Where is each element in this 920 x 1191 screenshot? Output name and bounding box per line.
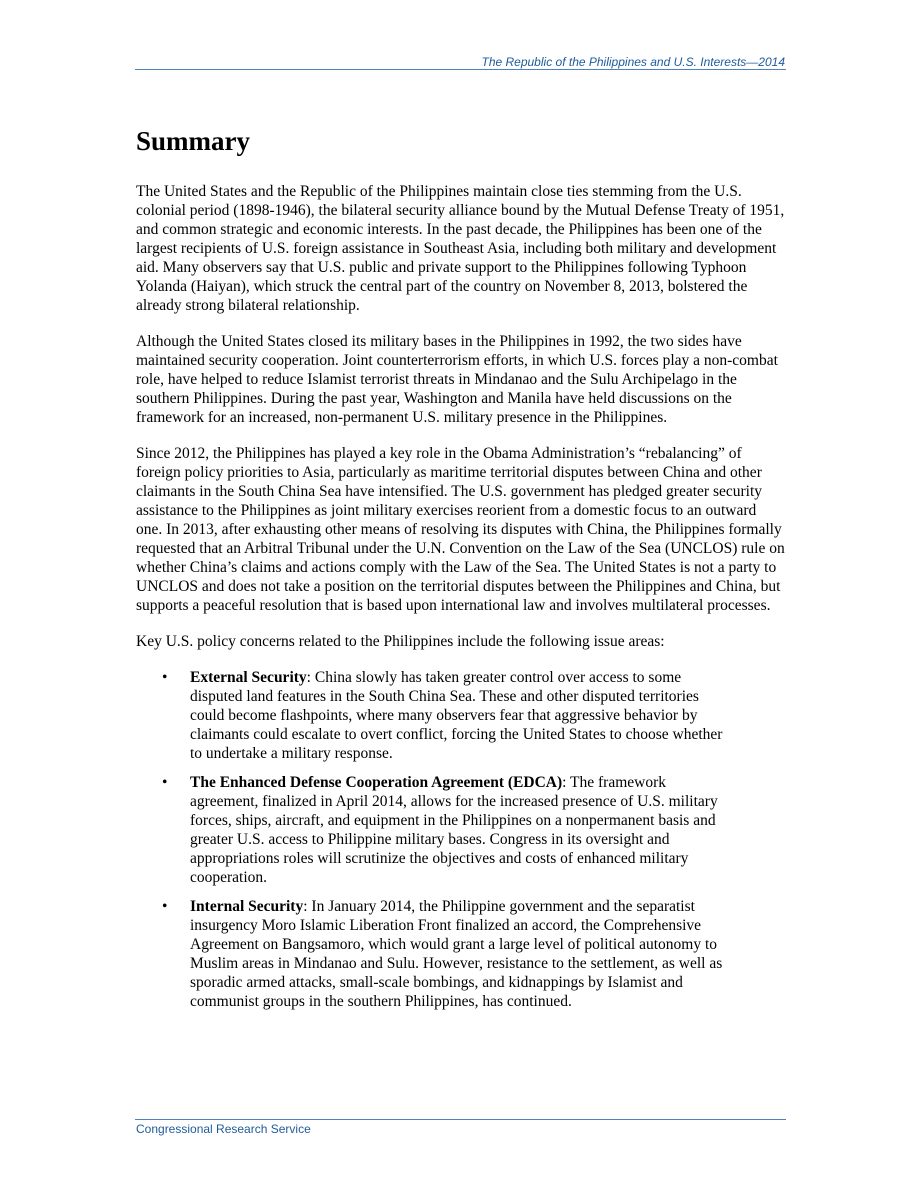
- list-item: [136, 668, 730, 763]
- header-divider: [135, 69, 786, 70]
- list-item: [136, 897, 730, 1011]
- list-item: [136, 773, 730, 887]
- footer-divider: [135, 1119, 786, 1120]
- list-item-text: : In January 2014, the Philippine government and the separatist insurgency Moro Islamic Liberation Front finalized an accord, the Comprehensive Agreement on Bangsamoro, which would grant a large level of political autonomy to Muslim areas in Mindanao and Sulu. However, resistance to the settlement, as well as sporadic armed attacks, small-scale bombings, and kidnappings by Islamist and communist groups in the southern Philippines, has continued.: [190, 898, 723, 1010]
- footer-publisher: Congressional Research Service: [136, 1122, 311, 1136]
- bullet-icon: •: [162, 669, 168, 686]
- paragraph-2: Although the United States closed its military bases in the Philippines in 1992, the two sides have maintained security cooperation. Joint counterterrorism efforts, in which U.S. forces play a non-combat role, have helped to reduce Islamist terrorist threats in Mindanao and the Sulu Archipelago in the southern Philippines. During the past year, Washington and Manila have held discussions on the framework for an increased, non-permanent U.S. military presence in the Philippines.: [136, 333, 778, 426]
- bullet-icon: •: [162, 774, 168, 791]
- running-title: The Republic of the Philippines and U.S. Interests—2014: [481, 55, 785, 69]
- paragraph-3: Since 2012, the Philippines has played a key role in the Obama Administration’s “rebalancing” of foreign policy priorities to Asia, particularly as maritime territorial disputes between China and other claimants in the South China Sea have intensified. The U.S. government has pledged greater security assistance to the Philippines as joint military exercises reorient from a domestic focus to an outward one. In 2013, after exhausting other means of resolving its disputes with China, the Philippines formally requested that an Arbitral Tribunal under the U.N. Convention on the Law of the Sea (UNCLOS) rule on whether China’s claims and actions comply with the Law of the Sea. The United States is not a party to UNCLOS and does not take a position on the territorial disputes between the Philippines and China, but supports a peaceful resolution that is based upon international law and involves multilateral processes.: [136, 445, 785, 614]
- list-item-term: The Enhanced Defense Cooperation Agreement (EDCA): [190, 774, 563, 791]
- list-item-term: Internal Security: [190, 898, 304, 915]
- issue-list: [136, 668, 786, 1011]
- bullet-icon: •: [162, 898, 168, 915]
- list-item-text: : The framework agreement, finalized in April 2014, allows for the increased presence of U.S. military forces, ships, aircraft, and equipment in the Philippines on a nonpermanent basis and greater U.S. access to Philippine military bases. Congress in its oversight and appropriations roles will scrutinize the objectives and costs of enhanced military cooperation.: [190, 774, 718, 886]
- list-item-text: : China slowly has taken greater control over access to some disputed land features in the South China Sea. These and other disputed territories could become flashpoints, where many observers fear that aggressive behavior by claimants could escalate to overt conflict, forcing the United States to choose whether to undertake a military response.: [190, 669, 723, 762]
- paragraph-1: The United States and the Republic of the Philippines maintain close ties stemming from the U.S. colonial period (1898-1946), the bilateral security alliance bound by the Mutual Defense Treaty of 1951, and common strategic and economic interests. In the past decade, the Philippines has been one of the largest recipients of U.S. foreign assistance in Southeast Asia, including both military and development aid. Many observers say that U.S. public and private support to the Philippines following Typhoon Yolanda (Haiyan), which struck the central part of the country on November 8, 2013, bolstered the already strong bilateral relationship.: [136, 183, 785, 314]
- paragraph-4: Key U.S. policy concerns related to the Philippines include the following issue areas:: [136, 633, 665, 650]
- page-heading: Summary: [136, 126, 250, 156]
- page-content: [136, 124, 786, 1021]
- list-item-term: External Security: [190, 669, 307, 686]
